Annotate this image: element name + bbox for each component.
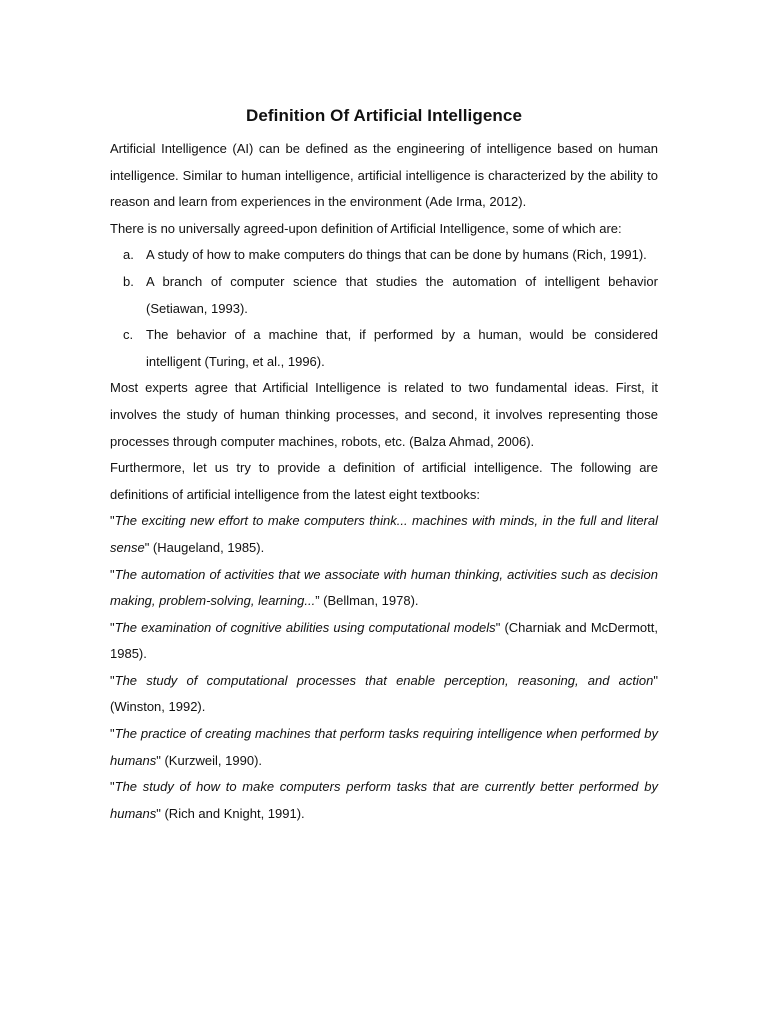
quote-bellman	[110, 562, 658, 615]
quote-charniak	[110, 615, 658, 668]
open-quote: "	[110, 566, 115, 582]
quote-citation: " (Charniak and McDermott, 1985).	[110, 619, 658, 662]
list-item	[123, 242, 658, 269]
paragraph-experts: Most experts agree that Artificial Intelligence is related to two fundamental ideas. First, it involves the study of human thinking processes, and second, it involves representing those processes through computer machines, robots, etc. (Balza Ahmad, 2006).	[110, 380, 658, 449]
list-item	[123, 269, 658, 322]
quote-text: The practice of creating machines that perform tasks requiring intelligence when performed by humans	[110, 726, 658, 768]
quote-citation: " (Winston, 1992).	[110, 672, 658, 715]
paragraph-definitions-lead: There is no universally agreed-upon definition of Artificial Intelligence, some of which are:	[110, 220, 622, 236]
quote-text: The automation of activities that we associate with human thinking, activities such as decision making, problem-solving, learning...	[110, 566, 658, 609]
quote-citation: " (Kurzweil, 1990).	[156, 752, 263, 768]
paragraph-intro: Artificial Intelligence (AI) can be defined as the engineering of intelligence based on human intelligence. Similar to human intelligence, artificial intelligence is characterized by the ability to reason and learn from experiences in the environment (Ade Irma, 2012).	[110, 141, 658, 210]
quote-text: The study of how to make computers perform tasks that are currently better performed by humans	[110, 779, 658, 821]
list-item-text: A study of how to make computers do things that can be done by humans (Rich, 1991).	[146, 247, 647, 263]
document-body	[110, 136, 658, 827]
list-item-text: The behavior of a machine that, if performed by a human, would be considered intelligent (Turing, et al., 1996).	[146, 327, 658, 369]
quote-kurzweil	[110, 721, 658, 774]
quote-citation: " (Rich and Knight, 1991).	[156, 805, 305, 821]
open-quote: "	[110, 672, 115, 688]
quote-citation: " (Haugeland, 1985).	[144, 539, 265, 555]
quote-text: The study of computational processes that enable perception, reasoning, and action	[114, 672, 654, 688]
quote-text: The exciting new effort to make computers think... machines with minds, in the full and literal sense	[110, 513, 658, 555]
list-item	[123, 322, 658, 375]
quote-haugeland	[110, 508, 658, 561]
definition-list	[110, 242, 658, 375]
quote-text: The examination of cognitive abilities using computational models	[114, 619, 496, 635]
open-quote: "	[110, 779, 115, 795]
quote-citation: ” (Bellman, 1978).	[315, 593, 419, 609]
open-quote: "	[110, 726, 115, 742]
quote-winston	[110, 668, 658, 721]
list-marker: c.	[123, 327, 134, 343]
document-title: Definition Of Artificial Intelligence	[245, 106, 523, 125]
list-item-text: A branch of computer science that studies the automation of intelligent behavior (Setiawan, 1993).	[146, 273, 658, 316]
open-quote: "	[110, 513, 115, 529]
list-marker: a.	[123, 247, 134, 263]
list-marker: b.	[123, 273, 134, 289]
quote-rich-knight	[110, 774, 658, 827]
paragraph-textbooks-lead: Furthermore, let us try to provide a definition of artificial intelligence. The following are definitions of artificial intelligence from the latest eight textbooks:	[110, 460, 658, 502]
open-quote: "	[110, 619, 115, 635]
